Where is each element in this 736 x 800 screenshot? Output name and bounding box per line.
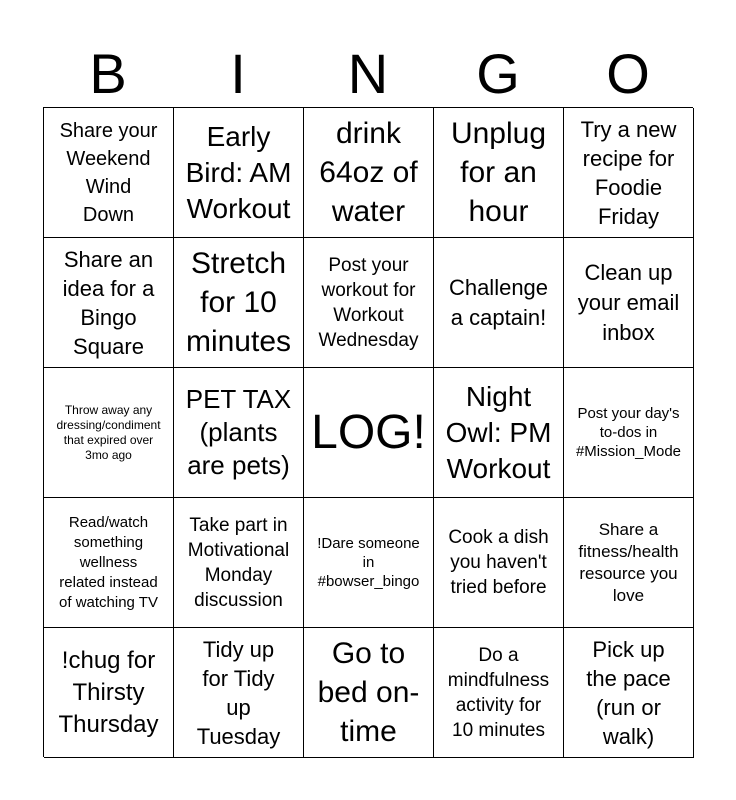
bingo-square[interactable] (304, 238, 434, 368)
header-letter-n: N (347, 42, 389, 105)
square-text: Do a mindfulness activity for 10 minutes (447, 644, 550, 741)
header-letter-o: O (606, 42, 650, 105)
square-text: Share a fitness/health resource you love (578, 519, 679, 605)
bingo-card (43, 107, 693, 757)
square-text: Throw away any dressing/condiment that expired over 3mo ago (56, 402, 161, 462)
square-text: Post your day's to-dos in #Mission_Mode (575, 405, 682, 460)
bingo-square[interactable] (564, 498, 694, 628)
square-text: Clean up your email inbox (577, 259, 680, 345)
square-text: Unplug for an hour (450, 117, 547, 228)
bingo-square[interactable] (44, 628, 174, 758)
square-text: Early Bird: AM Workout (185, 120, 292, 224)
square-text: Share your Weekend Wind Down (59, 119, 158, 226)
square-text: Go to bed on- time (317, 637, 420, 748)
bingo-square free-space[interactable] (304, 368, 434, 498)
bingo-square[interactable] (44, 368, 174, 498)
bingo-square[interactable] (564, 108, 694, 238)
bingo-square[interactable] (174, 238, 304, 368)
header-letter-i: I (230, 42, 246, 105)
bingo-square[interactable] (434, 498, 564, 628)
bingo-header (43, 40, 693, 108)
square-text: !Dare someone in #bowser_bingo (317, 535, 420, 590)
bingo-square[interactable] (434, 238, 564, 368)
bingo-square[interactable] (174, 628, 304, 758)
bingo-square[interactable] (304, 498, 434, 628)
square-text: LOG! (311, 405, 426, 459)
square-text: Take part in Motivational Monday discussion (187, 514, 290, 611)
square-text: drink 64oz of water (319, 117, 418, 228)
bingo-square[interactable] (304, 108, 434, 238)
square-text: Pick up the pace (run or walk) (586, 636, 671, 749)
bingo-square[interactable] (44, 238, 174, 368)
header-letter-g: G (476, 42, 520, 105)
square-text: Read/watch something wellness related instead of watching TV (59, 513, 158, 611)
square-text: Cook a dish you haven't tried before (448, 527, 549, 598)
bingo-square[interactable] (44, 498, 174, 628)
bingo-square[interactable] (564, 368, 694, 498)
bingo-square[interactable] (174, 108, 304, 238)
square-text: Tidy up for Tidy up Tuesday (196, 636, 281, 749)
bingo-square[interactable] (304, 628, 434, 758)
bingo-square[interactable] (174, 498, 304, 628)
bingo-square[interactable] (564, 628, 694, 758)
header-letter-b: B (89, 42, 127, 105)
bingo-square[interactable] (174, 368, 304, 498)
square-text: Share an idea for a Bingo Square (62, 246, 155, 359)
square-text: !chug for Thirsty Thursday (58, 646, 159, 738)
square-text: Night Owl: PM Workout (445, 380, 552, 484)
square-text: Challenge a captain! (448, 274, 549, 330)
bingo-square[interactable] (434, 628, 564, 758)
square-text: Stretch for 10 minutes (185, 247, 292, 358)
square-text: Try a new recipe for Foodie Friday (580, 116, 677, 229)
bingo-square[interactable] (434, 108, 564, 238)
square-text: Post your workout for Workout Wednesday (318, 254, 419, 351)
bingo-square[interactable] (564, 238, 694, 368)
square-text: PET TAX (plants are pets) (185, 384, 292, 480)
bingo-square[interactable] (434, 368, 564, 498)
bingo-square[interactable] (44, 108, 174, 238)
